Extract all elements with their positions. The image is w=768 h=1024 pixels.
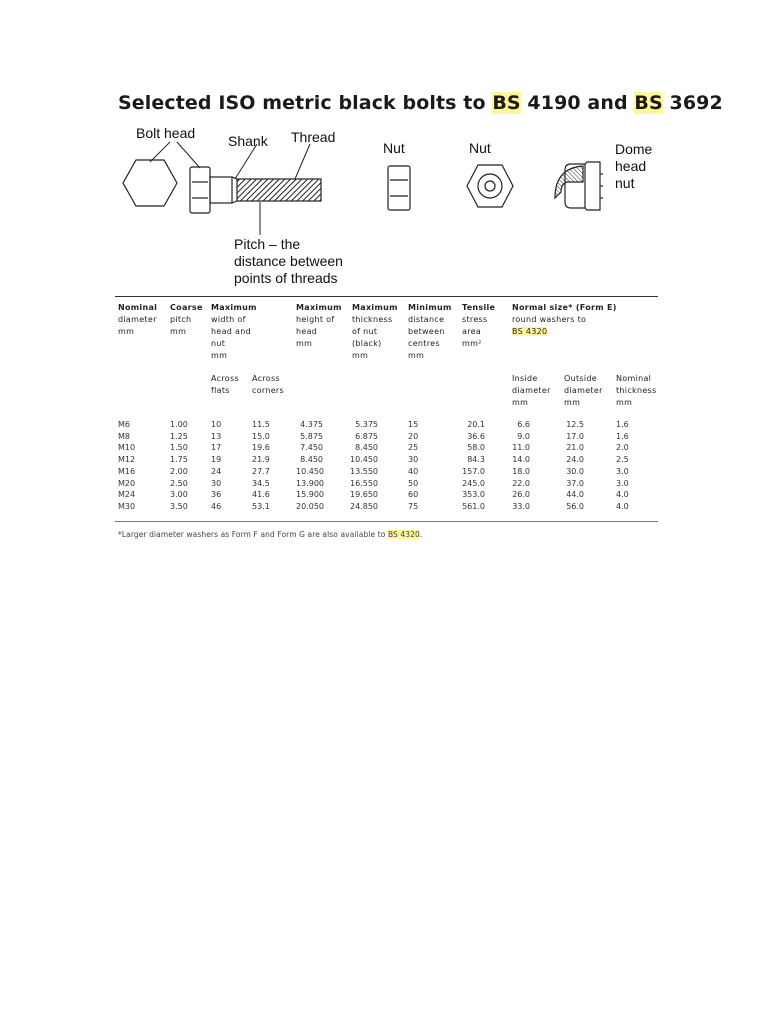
header-text: mm — [170, 327, 187, 336]
table-cell: 3.50 — [170, 501, 188, 511]
table-cell: M24 — [118, 490, 136, 500]
table-cell: 20 — [408, 431, 419, 441]
table-cell: 84.3 — [467, 455, 485, 465]
title-bs-highlight: BS — [492, 92, 521, 114]
table-cell: 30 — [408, 455, 419, 465]
table-cell: 37.0 — [566, 478, 584, 488]
subheader-nominal-thickness — [616, 373, 657, 409]
header-text: diameter — [118, 315, 157, 324]
table-cell: 19.6 — [252, 443, 270, 453]
table-cell: 20.050 — [296, 501, 324, 511]
table-cell: M6 — [118, 420, 130, 429]
table-cell: 30.0 — [566, 466, 584, 476]
table-cell: 3.0 — [616, 466, 629, 476]
table-cell: 30 — [211, 478, 222, 488]
nut-end-view — [467, 165, 513, 207]
table-cell: M20 — [118, 478, 136, 488]
table-cell: 9.0 — [517, 431, 530, 441]
table-cell: 561.0 — [462, 501, 485, 511]
subheader-across-flats — [211, 373, 239, 397]
hexagon-head-view — [123, 160, 177, 206]
table-cell: 60 — [408, 490, 419, 500]
header-text: Across — [211, 374, 239, 383]
header-text: Maximum — [296, 303, 342, 312]
table-cell: M12 — [118, 455, 136, 465]
nut-side-view — [388, 166, 410, 210]
bolt-side-view — [190, 167, 321, 213]
header-text: mm — [512, 398, 529, 407]
table-cell: 10.450 — [350, 455, 378, 465]
table-cell: 5.375 — [355, 420, 378, 429]
table-cell: 16.550 — [350, 478, 378, 488]
table-cell: M16 — [118, 466, 136, 476]
title-text-mid: 4190 and — [520, 92, 635, 114]
table-cell: 10 — [211, 420, 222, 429]
table-cell: M8 — [118, 431, 130, 441]
header-text: thickness — [616, 386, 657, 395]
footnote-text: *Larger diameter washers as Form F and Form G are also available to — [118, 530, 388, 539]
header-coarse-pitch — [170, 302, 203, 338]
table-cell: M30 — [118, 501, 136, 511]
header-text: round washers to — [512, 315, 587, 324]
table-top-rule — [115, 296, 658, 297]
table-cell: 58.0 — [467, 443, 485, 453]
header-text: head — [296, 327, 318, 336]
header-text: Tensile — [462, 303, 496, 312]
label-pitch-3: points of threads — [234, 270, 338, 286]
label-dome-nut: nut — [615, 175, 635, 191]
table-cell: 6.875 — [355, 431, 378, 441]
table-cell: 36.6 — [467, 431, 485, 441]
table-cell: 1.75 — [170, 455, 188, 465]
table-cell: 2.0 — [616, 443, 629, 453]
bolt-diagram — [115, 122, 660, 292]
table-cell: 15 — [408, 420, 419, 429]
label-pitch-2: distance between — [234, 253, 343, 269]
header-text: Across — [252, 374, 280, 383]
table-cell: 50 — [408, 478, 419, 488]
table-cell: 4.0 — [616, 501, 629, 511]
table-cell: 1.6 — [616, 420, 629, 429]
header-text: diameter — [512, 386, 551, 395]
table-cell: 6.6 — [517, 420, 530, 429]
header-text: between — [408, 327, 445, 336]
header-text: mm — [296, 339, 313, 348]
footnote — [118, 530, 422, 539]
table-cell: 24.850 — [350, 501, 378, 511]
table-cell: 7.450 — [300, 443, 323, 453]
label-bolt-head: Bolt head — [136, 125, 196, 141]
header-text: corners — [252, 386, 284, 395]
table-cell: 2.50 — [170, 478, 188, 488]
table-cell: 41.6 — [252, 490, 270, 500]
table-cell: 17.0 — [566, 431, 584, 441]
table-cell: 17 — [211, 443, 222, 453]
header-max-width — [211, 302, 257, 362]
table-cell: 40 — [408, 466, 419, 476]
header-max-height — [296, 302, 342, 350]
table-cell: 15.0 — [252, 431, 270, 441]
label-nut-2: Nut — [469, 140, 491, 156]
table-cell: 2.5 — [616, 455, 629, 465]
table-cell: 21.0 — [566, 443, 584, 453]
header-text: mm — [118, 327, 135, 336]
table-cell: M10 — [118, 443, 136, 453]
header-text: of nut — [352, 327, 378, 336]
table-cell: 20.1 — [467, 420, 485, 429]
table-cell: 2.00 — [170, 466, 188, 476]
table-bottom-rule — [115, 521, 658, 522]
table-cell: 5.875 — [300, 431, 323, 441]
table-cell: 18.0 — [512, 466, 530, 476]
header-text: head and — [211, 327, 251, 336]
table-cell: 353.0 — [462, 490, 485, 500]
table-cell: 3.00 — [170, 490, 188, 500]
footnote-bs-highlight: BS 4320 — [387, 530, 420, 539]
header-text: nut — [211, 339, 226, 348]
table-cell: 13 — [211, 431, 222, 441]
header-nominal-diameter — [118, 302, 157, 338]
header-text: stress — [462, 315, 488, 324]
header-text: Inside — [512, 374, 538, 383]
table-cell: 4.0 — [616, 490, 629, 500]
header-text: Nominal — [616, 374, 652, 383]
header-max-thickness — [352, 302, 398, 362]
header-text: mm — [352, 351, 369, 360]
table-cell: 3.0 — [616, 478, 629, 488]
table-cell: 44.0 — [566, 490, 584, 500]
header-text: Maximum — [211, 303, 257, 312]
table-cell: 11.5 — [252, 420, 270, 429]
table-cell: 19 — [211, 455, 222, 465]
table-cell: 22.0 — [512, 478, 530, 488]
header-text: Coarse — [170, 303, 203, 312]
subheader-across-corners — [252, 373, 284, 397]
table-cell: 75 — [408, 501, 419, 511]
table-cell: 8.450 — [300, 455, 323, 465]
table-cell: 19.650 — [350, 490, 378, 500]
table-cell: 13.900 — [296, 478, 324, 488]
header-normal-size — [512, 302, 617, 338]
table-cell: 1.6 — [616, 431, 629, 441]
label-thread: Thread — [291, 129, 336, 145]
header-text: Outside — [564, 374, 597, 383]
table-cell: 36 — [211, 490, 222, 500]
header-text: pitch — [170, 315, 192, 324]
header-text: mm — [211, 351, 228, 360]
table-cell: 15.900 — [296, 490, 324, 500]
table-cell: 26.0 — [512, 490, 530, 500]
header-text: width of — [211, 315, 246, 324]
header-text: Maximum — [352, 303, 398, 312]
title-text-end: 3692 — [662, 92, 723, 114]
label-nut-1: Nut — [383, 140, 405, 156]
header-min-distance — [408, 302, 452, 362]
table-cell: 53.1 — [252, 501, 270, 511]
header-text: Minimum — [408, 303, 452, 312]
dome-head-nut-view — [555, 162, 603, 210]
table-cell: 24 — [211, 466, 222, 476]
header-text: mm — [564, 398, 581, 407]
header-text: thickness — [352, 315, 393, 324]
header-text: mm — [408, 351, 425, 360]
table-cell: 14.0 — [512, 455, 530, 465]
header-text: area — [462, 327, 482, 336]
header-text: (black) — [352, 339, 382, 348]
header-text: Nominal — [118, 303, 158, 312]
table-cell: 46 — [211, 501, 222, 511]
header-text: mm — [616, 398, 633, 407]
table-cell: 27.7 — [252, 466, 270, 476]
table-cell: 1.00 — [170, 420, 188, 429]
table-cell: 34.5 — [252, 478, 270, 488]
table-cell: 11.0 — [512, 443, 530, 453]
header-text: distance — [408, 315, 445, 324]
table-cell: 10.450 — [296, 466, 324, 476]
subheader-inside-diameter — [512, 373, 551, 409]
table-cell: 24.0 — [566, 455, 584, 465]
header-text: height of — [296, 315, 335, 324]
page-title — [118, 92, 723, 114]
header-tensile-area — [462, 302, 495, 350]
label-dome-head: head — [615, 158, 647, 174]
table-cell: 1.50 — [170, 443, 188, 453]
table-cell: 25 — [408, 443, 419, 453]
label-dome: Dome — [615, 141, 653, 157]
table-cell: 4.375 — [300, 420, 323, 429]
footnote-end: . — [419, 530, 423, 539]
header-text: mm² — [462, 339, 482, 348]
subheader-outside-diameter — [564, 373, 603, 409]
table-cell: 13.550 — [350, 466, 378, 476]
table-cell: 56.0 — [566, 501, 584, 511]
header-text: diameter — [564, 386, 603, 395]
table-cell: 21.9 — [252, 455, 270, 465]
label-shank: Shank — [228, 133, 268, 149]
table-cell: 33.0 — [512, 501, 530, 511]
header-text: centres — [408, 339, 440, 348]
table-cell: 157.0 — [462, 466, 485, 476]
table-cell: 12.5 — [566, 420, 584, 429]
table-cell: 8.450 — [355, 443, 378, 453]
title-bs-highlight-2: BS — [634, 92, 663, 114]
table-cell: 1.25 — [170, 431, 188, 441]
header-bs-highlight: BS 4320 — [512, 327, 548, 336]
header-text: flats — [211, 386, 230, 395]
table-cell: 245.0 — [462, 478, 485, 488]
header-text: Normal size* (Form E) — [512, 303, 617, 312]
label-pitch-1: Pitch – the — [234, 236, 301, 252]
title-text: Selected ISO metric black bolts to — [118, 92, 493, 114]
